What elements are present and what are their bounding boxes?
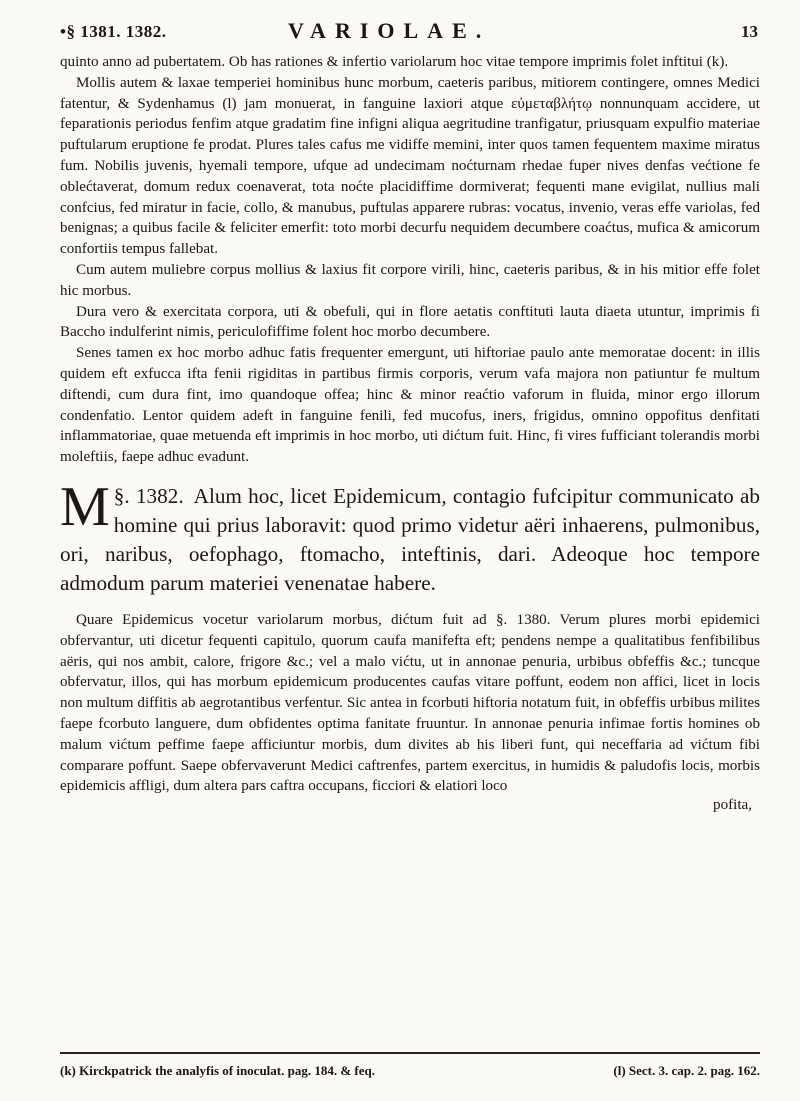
paragraph-2: Mollis autem & laxae temperiei hominibus hunc morbum, caeteris paribus, mitiorem contingere, omnes Medici fatentur, & Sydenhamus (l) jam monuerat, in fanguine laxiori atque εὐμεταβλήτῳ nonnunquam accidere, ut feparationis periodus fenfim atque gradatim fine infigni aliqua aegritudine tranfigatur, priusquam expulfio materiae puftularum eruptione fe prodat. Plures tales cafus me vidiffe memini, inter quos tamen fequentem maxime miratus fum. Nobilis juvenis, hyemali tempore, ufque ad undecimam noćturnam rhedae fuper nives denfas većtione fe oblećtaverat, domum redux coenaverat, tota noćte placidiffime dormiverat; fequenti mane evigilat, nullius mali confcius, fed miratur in facie, collo, & manubus, puftulas apparere rubras: vocatus, invenio, veras effe variolas, fed benignas; a quibus facile & feliciter emerfit: toto morbi decurfu nequidem decumbere coaćtus, mufica & amicorum confortiis tempus fallebat. [60, 74, 760, 258]
footnotes [60, 1063, 760, 1079]
paragraph-1: quinto anno ad pubertatem. Ob has rationes & infertio variolarum hoc vitae tempore imprimis folet inftitui (k). [60, 54, 729, 70]
footnote-l: (l) Sect. 3. cap. 2. pag. 162. [613, 1063, 760, 1078]
footnote-k: (k) Kirckpatrick the analyfis of inoculat. pag. 184. & feq. [60, 1063, 376, 1078]
footnote-rule [60, 1052, 760, 1054]
paragraph-5: Senes tamen ex hoc morbo adhuc fatis frequenter emergunt, uti hiftoriae paulo ante memoratae docent: in illis quidem eft exfucca ifta fenii rigiditas in partibus firmis corporis, verum vafa majora non patiuntur fe multum diftendi, cum dura fint, imo quandoque offea; hinc & minor reaćtio vaforum in fluida, minor ergo illorum condenfatio. Lentor quidem adeft in fanguine fenili, fed mucofus, iners, frigidus, omnino oppofitus denfitati inflammatoriae, quae metuenda eft imprimis in hoc morbo, uti dićtum fuit. Hinc, fi vires fufficiant tolerandis morbi moleftiis, faepe adhuc evadunt. [60, 345, 760, 466]
paragraph-3: Cum autem muliebre corpus mollius & laxius fit corpore virili, hinc, caeteris paribus, & in his mitior effe folet hic morbus. [60, 261, 760, 299]
page-body [60, 18, 760, 829]
aphorism-text: Alum hoc, licet Epidemicum, contagio fufcipitur communicato ab homine qui prius laboravit: quod primo videtur aëri inhaerens, pulmonibus, ori, naribus, oefophago, ftomacho, inteftinis, dari. Adeoque hoc tempore admodum parum materiei venenatae habere. [60, 483, 761, 595]
running-header [60, 18, 760, 52]
section-number: §. 1382. [113, 483, 184, 508]
paragraph-4: Dura vero & exercitata corpora, uti & obefuli, qui in flore aetatis conftituti lauta diaeta utuntur, imprimis fi Baccho indulferint nimis, periculofiffime folent hoc morbo decumbere. [60, 303, 760, 341]
drop-cap: M [60, 475, 110, 538]
header-title: VARIOLAE. [288, 18, 491, 43]
header-section-numbers: •§ 1381. 1382. [60, 22, 167, 41]
page-number: 13 [741, 22, 758, 41]
aphorism-1382 [60, 475, 761, 598]
commentary-last-line: pofita, [713, 797, 752, 814]
commentary-paragraph: Quare Epidemicus vocetur variolarum morbus, dićtum fuit ad §. 1380. Verum plures morbi epidemici obfervantur, uti dicetur fequenti capitulo, quorum caufa manifefta eft; pendens nempe a qualitatibus fenfibilibus aëris, qui nos ambit, calore, frigore &c.; vel a malo vićtu, ut in annonae penuria, urbibus obfeffis &c.; tuncque obfervatur, illos, qui has morbum epidemicum producentes caufas vitare poffunt, eodem non affici, licet in locis non multum diffitis ab aegrotantibus verfentur. Sic antea in fcorbuti hiftoria notatum fuit, in obfeffis urbibus milites faepe fcorbuto languere, dum obfidentes optima fanitate fruuntur. In annonae penuria infimae fortis homines ob malum vićtum peffime faepe afficiuntur morbis, dum divites ab his liberi funt, qui neceffaria ad vićtum fibi comparare poffunt. Saepe obfervaverunt Medici caftrenfes, partem exercitus, in humidis & paludofis locis, morbis epidemicis affligi, dum altera pars caftra occupans, ficciori & elatiori loco [60, 611, 760, 795]
